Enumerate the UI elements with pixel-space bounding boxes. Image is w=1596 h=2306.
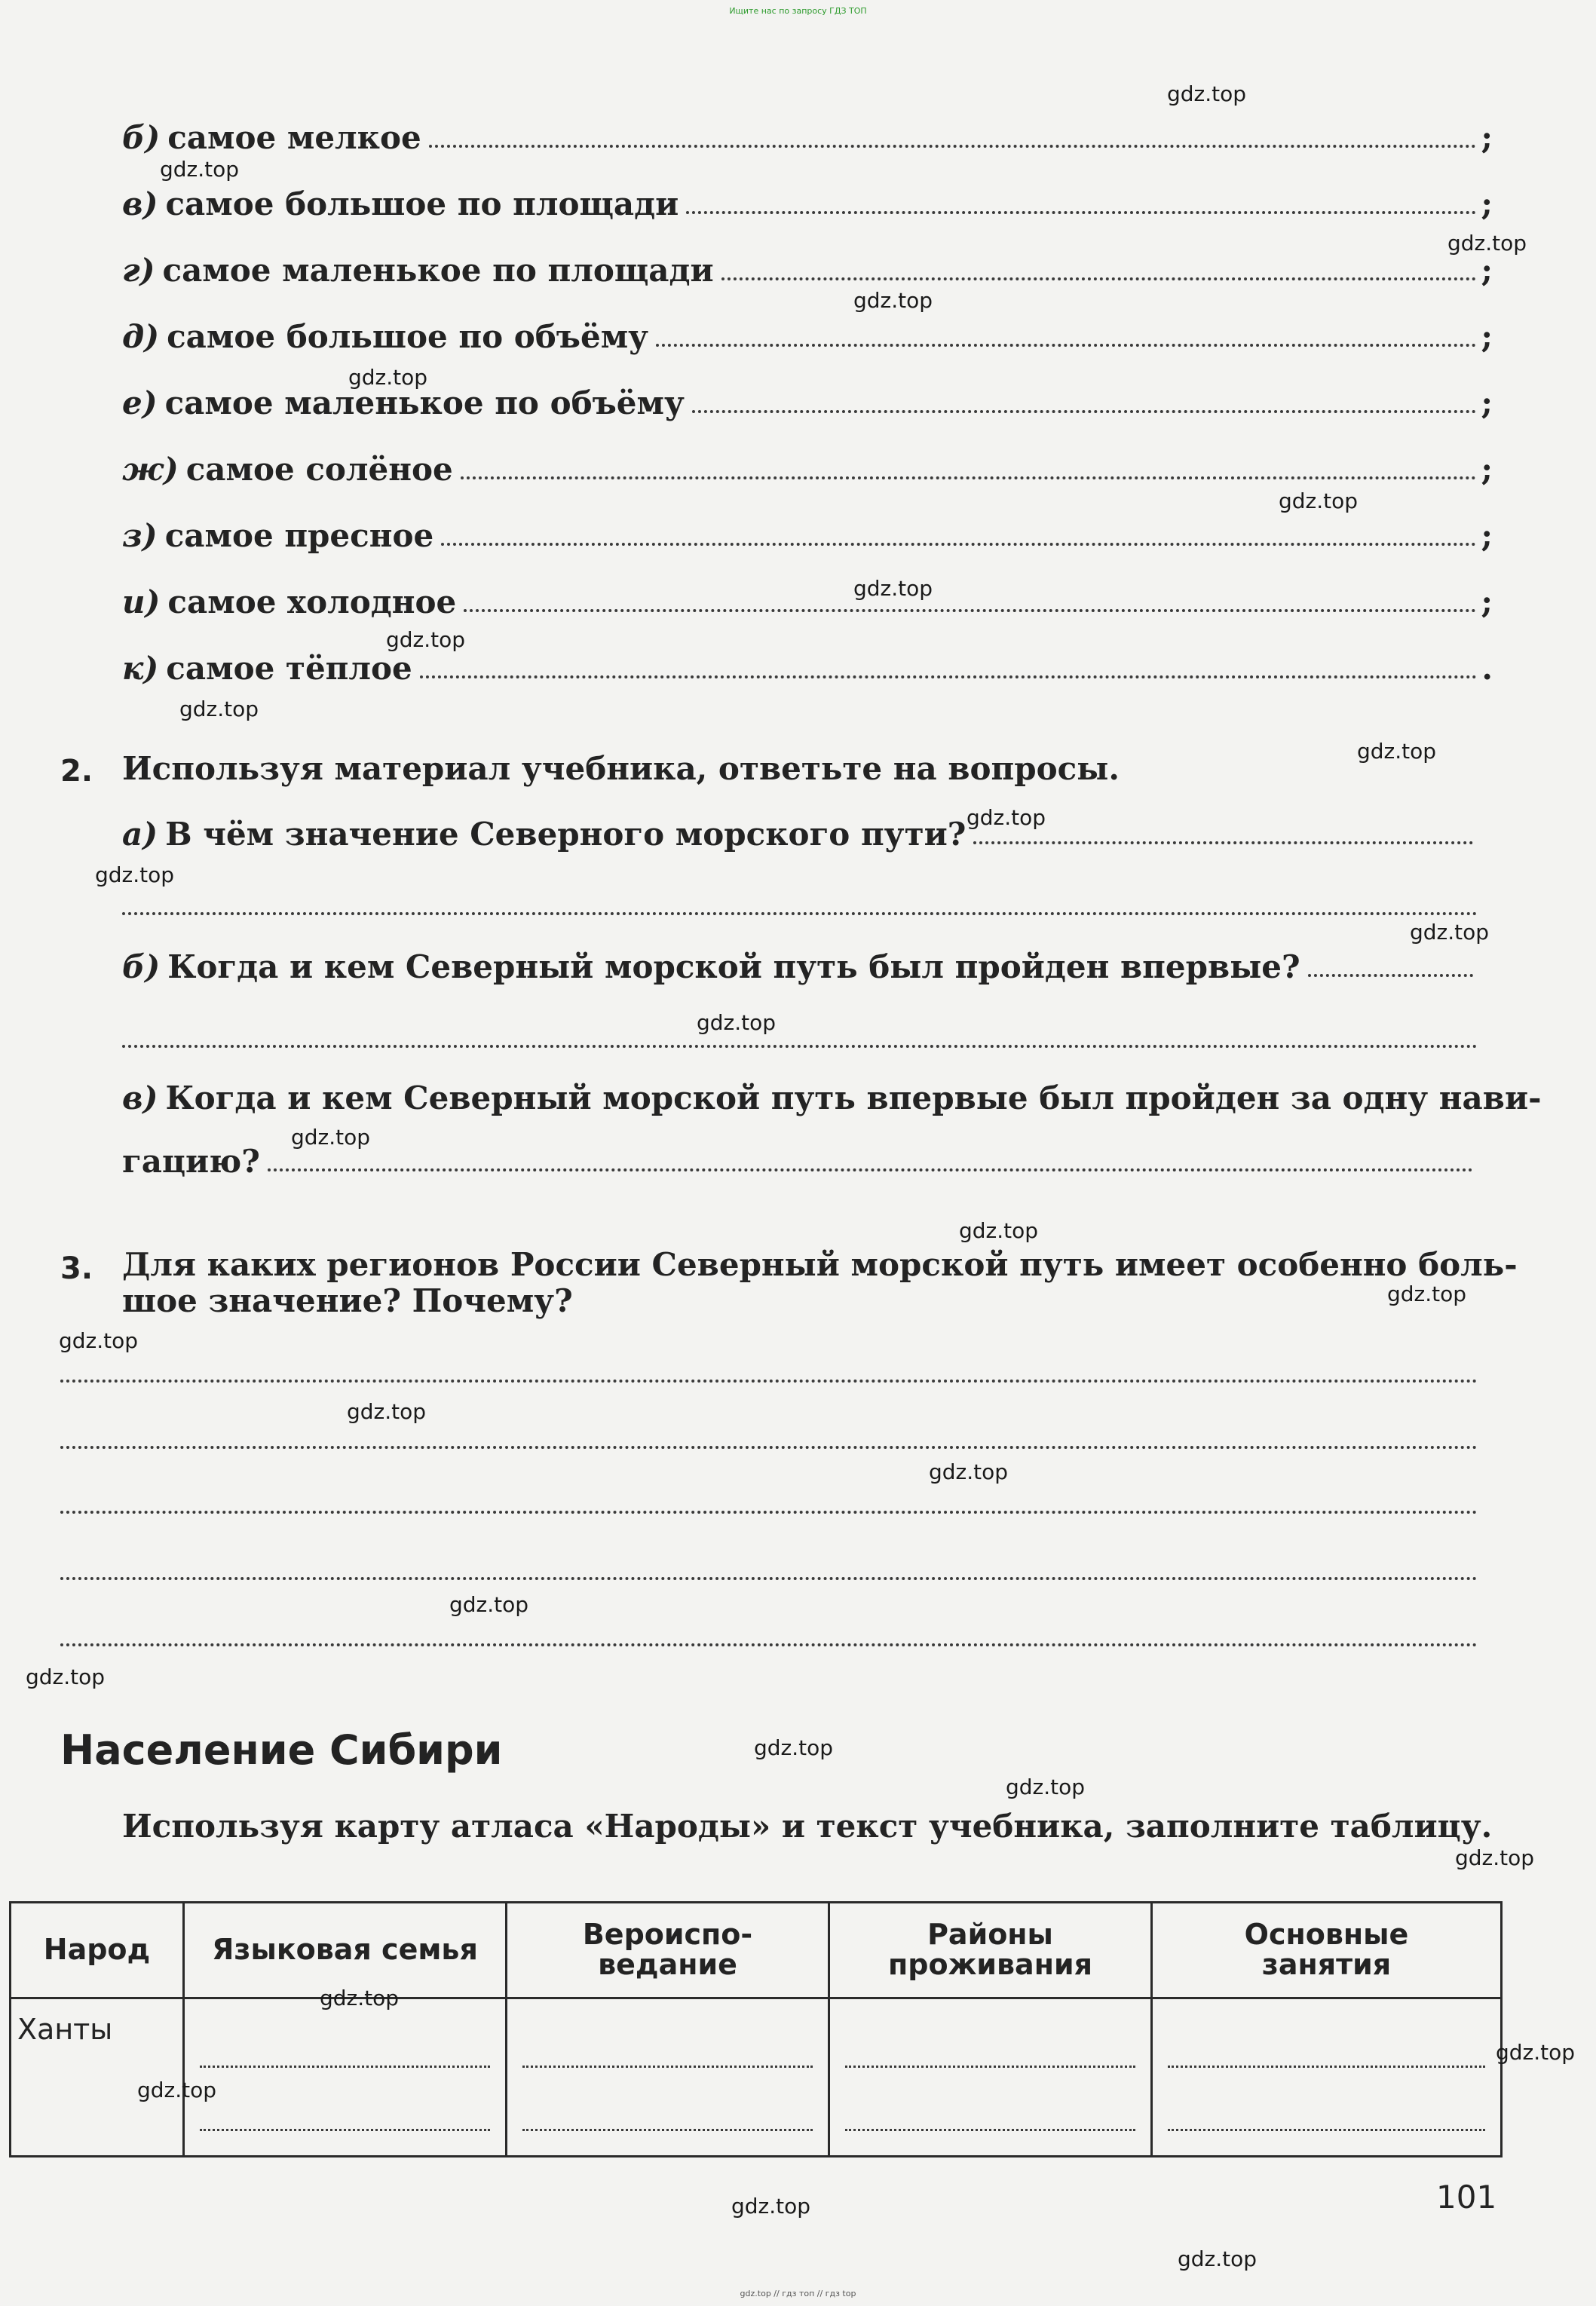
item-text: самое большое по объёму xyxy=(167,318,649,355)
table-row xyxy=(11,1998,1502,2157)
watermark: gdz.top xyxy=(95,862,175,887)
watermark: gdz.top xyxy=(853,576,933,601)
watermark: gdz.top xyxy=(59,1328,139,1353)
list-item xyxy=(122,119,1493,156)
watermark: gdz.top xyxy=(26,1664,106,1689)
watermark: gdz.top xyxy=(959,1218,1039,1243)
item-text: самое холодное xyxy=(167,583,457,620)
answer-line[interactable] xyxy=(60,1643,1478,1646)
item-label: и) xyxy=(122,583,161,620)
item-label: г) xyxy=(122,252,155,289)
answer-line[interactable] xyxy=(973,841,1473,844)
watermark: gdz.top xyxy=(1178,2246,1258,2271)
watermark: gdz.top xyxy=(1496,2040,1576,2065)
answer-line[interactable] xyxy=(122,912,1478,915)
list-item xyxy=(122,583,1493,620)
watermark: gdz.top xyxy=(853,288,933,313)
people-name: Ханты xyxy=(17,2013,113,2046)
answer-line[interactable] xyxy=(1168,2066,1485,2068)
item-label: б) xyxy=(122,119,161,156)
item-text: гацию? xyxy=(122,1143,260,1180)
answer-line[interactable] xyxy=(845,2066,1135,2068)
watermark: gdz.top xyxy=(1357,739,1437,764)
item-end: ; xyxy=(1481,583,1493,620)
answer-line[interactable] xyxy=(845,2129,1135,2131)
answer-line[interactable] xyxy=(686,211,1476,214)
item-text: самое тёплое xyxy=(166,650,412,687)
table-cell[interactable] xyxy=(184,1998,507,2157)
question-number: 3. xyxy=(60,1251,93,1286)
list-item xyxy=(122,384,1493,421)
column-header: Основные занятия xyxy=(1152,1903,1502,1998)
answer-line[interactable] xyxy=(420,675,1478,678)
question-text xyxy=(122,1247,1518,1320)
watermark: gdz.top xyxy=(320,1986,400,2010)
item-text: В чём значение Северного морского пути? xyxy=(165,816,966,853)
answer-line[interactable] xyxy=(656,344,1476,347)
item-label: ж) xyxy=(122,451,179,488)
watermark: gdz.top xyxy=(347,1399,427,1424)
item-label: е) xyxy=(122,384,158,421)
item-label: в) xyxy=(122,185,158,222)
section-title: Население Сибири xyxy=(60,1726,503,1774)
list-item xyxy=(122,650,1493,687)
item-label: б) xyxy=(122,948,161,985)
item-end: ; xyxy=(1481,517,1493,554)
sub-question-b xyxy=(122,948,1478,985)
item-label: з) xyxy=(122,517,158,554)
answer-line[interactable] xyxy=(461,476,1477,479)
item-end: ; xyxy=(1481,119,1493,156)
item-end: ; xyxy=(1481,384,1493,421)
column-header: Народ xyxy=(11,1903,184,1998)
list-item xyxy=(122,252,1493,289)
table-cell[interactable] xyxy=(829,1998,1152,2157)
item-label: а) xyxy=(122,816,158,853)
answer-line[interactable] xyxy=(122,1045,1478,1048)
question-number: 2. xyxy=(60,754,93,789)
answer-line[interactable] xyxy=(522,2129,813,2131)
answer-line[interactable] xyxy=(60,1380,1478,1383)
item-end: ; xyxy=(1481,451,1493,488)
watermark: gdz.top xyxy=(348,365,428,390)
bottom-note: gdz.top // гдз топ // гдз top xyxy=(740,2289,856,2298)
watermark: gdz.top xyxy=(1279,488,1359,513)
item-end: ; xyxy=(1481,318,1493,355)
watermark: gdz.top xyxy=(160,157,240,182)
watermark: gdz.top xyxy=(697,1010,777,1035)
item-text: самое маленькое по площади xyxy=(162,252,714,289)
item-text: самое солёное xyxy=(185,451,453,488)
answer-line[interactable] xyxy=(60,1577,1478,1580)
watermark: gdz.top xyxy=(137,2078,217,2102)
item-label: к) xyxy=(122,650,159,687)
question-text: Используя материал учебника, ответьте на вопросы. xyxy=(122,750,1120,787)
answer-line[interactable] xyxy=(464,609,1476,612)
answer-line[interactable] xyxy=(692,410,1477,413)
question-text-line: Для каких регионов России Северный морской путь имеет особенно боль- xyxy=(122,1246,1518,1283)
question-text-line: шое значение? Почему? xyxy=(122,1282,573,1320)
list-item xyxy=(122,451,1493,488)
item-text: Когда и кем Северный морской путь впервые был пройден за одну нави- xyxy=(165,1080,1542,1116)
list-item xyxy=(122,517,1493,554)
answer-line[interactable] xyxy=(721,277,1477,280)
item-text: самое маленькое по объёму xyxy=(164,384,685,421)
page-number: 101 xyxy=(1436,2179,1497,2216)
answer-line[interactable] xyxy=(200,2066,490,2068)
table-cell[interactable] xyxy=(1152,1998,1502,2157)
answer-line[interactable] xyxy=(60,1446,1478,1449)
watermark: gdz.top xyxy=(754,1735,834,1760)
answer-line[interactable] xyxy=(60,1511,1478,1514)
answer-line[interactable] xyxy=(268,1168,1473,1171)
watermark: gdz.top xyxy=(386,627,466,652)
watermark: gdz.top xyxy=(1410,920,1490,945)
watermark: gdz.top xyxy=(1455,1845,1535,1870)
watermark: gdz.top xyxy=(291,1125,371,1150)
answer-line[interactable] xyxy=(441,543,1476,546)
answer-line[interactable] xyxy=(522,2066,813,2068)
watermark: gdz.top xyxy=(1167,81,1247,106)
item-text: самое большое по площади xyxy=(165,185,679,222)
watermark: gdz.top xyxy=(1006,1775,1086,1799)
watermark: gdz.top xyxy=(929,1459,1009,1484)
item-text: самое мелкое xyxy=(167,119,421,156)
list-item xyxy=(122,185,1493,222)
item-end: ; xyxy=(1481,252,1493,289)
watermark: gdz.top xyxy=(966,805,1046,830)
instruction: Используя карту атласа «Народы» и текст учебника, заполните таблицу. xyxy=(122,1808,1493,1845)
column-header: Языковая семья xyxy=(184,1903,507,1998)
sub-question-c xyxy=(122,1080,1542,1116)
item-text: Когда и кем Северный морской путь был пройден впервые? xyxy=(167,948,1300,985)
item-end: ; xyxy=(1481,185,1493,222)
item-end: . xyxy=(1481,650,1493,687)
answer-line[interactable] xyxy=(200,2129,490,2131)
watermark: gdz.top xyxy=(179,697,259,721)
sub-question-c-continued xyxy=(122,1143,1478,1180)
watermark: gdz.top xyxy=(449,1592,529,1617)
peoples-table xyxy=(9,1901,1503,2157)
watermark: gdz.top xyxy=(1447,231,1527,256)
item-text: самое пресное xyxy=(164,517,434,554)
watermark: gdz.top xyxy=(731,2194,811,2219)
answer-line[interactable] xyxy=(429,145,1477,148)
watermark: gdz.top xyxy=(1387,1282,1467,1306)
list-item xyxy=(122,318,1493,355)
answer-line[interactable] xyxy=(1168,2129,1485,2131)
item-label: в) xyxy=(122,1080,158,1116)
item-label: д) xyxy=(122,318,160,355)
top-note: Ищите нас по запросу ГДЗ ТОП xyxy=(729,6,867,16)
column-header: Вероиспо- ведание xyxy=(507,1903,829,1998)
column-header: Районы проживания xyxy=(829,1903,1152,1998)
table-header-row xyxy=(11,1903,1502,1998)
table-cell[interactable] xyxy=(507,1998,829,2157)
answer-line[interactable] xyxy=(1308,974,1473,977)
